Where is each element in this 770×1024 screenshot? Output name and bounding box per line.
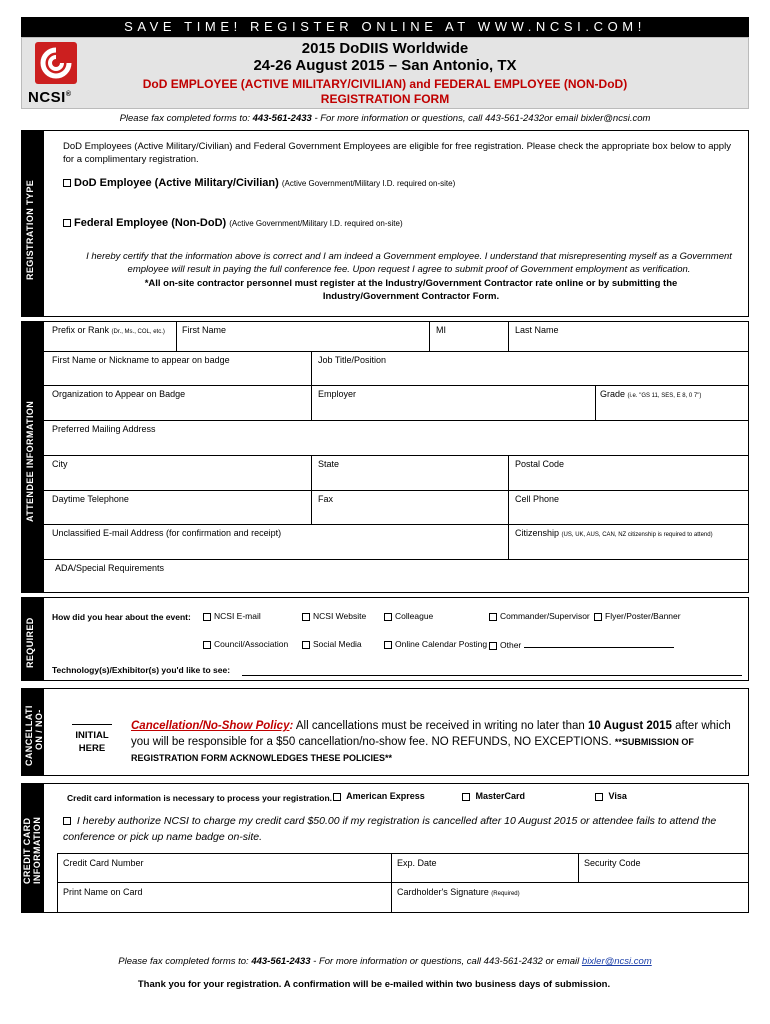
ncsi-website-checkbox[interactable]	[302, 613, 310, 621]
daytime-phone-field[interactable]: Daytime Telephone	[52, 494, 129, 504]
amex-label: American Express	[346, 791, 425, 801]
cancellation-label-1: CANCELLATI	[24, 705, 34, 766]
other-checkbox[interactable]	[489, 642, 497, 650]
opt-amex[interactable]	[333, 791, 425, 801]
other-input[interactable]	[524, 639, 674, 648]
visa-checkbox[interactable]	[595, 793, 603, 801]
job-title-field[interactable]: Job Title/Position	[318, 355, 387, 365]
citizenship-label: Citizenship	[515, 528, 560, 538]
authorize-checkbox[interactable]	[63, 817, 71, 825]
required-label: REQUIRED	[25, 617, 35, 668]
opt-flyer[interactable]	[594, 611, 681, 621]
event-dates: 24-26 August 2015 – San Antonio, TX	[253, 57, 517, 74]
ada-field[interactable]: ADA/Special Requirements	[55, 563, 165, 573]
fax-number: 443-561-2433	[252, 113, 312, 124]
logo-wordmark	[28, 89, 72, 106]
fax-info-top	[0, 113, 770, 124]
attendee-label: ATTENDEE INFORMATION	[25, 400, 35, 522]
postal-code-field[interactable]: Postal Code	[515, 459, 565, 469]
email-field[interactable]: Unclassified E-mail Address (for confirmation and receipt)	[52, 528, 282, 538]
certification-text: I hereby certify that the information above is correct and I am indeed a Government employee. I understand that misrepresenting myself as a Government employee will result in paying the full conference fee. Upon request I agree to submit proof of Government employment as verification.	[86, 251, 732, 275]
social-media-label: Social Media	[313, 639, 362, 649]
citizenship-field[interactable]	[515, 528, 713, 538]
policy-text-b: after which you will be responsible for a $50 cancellation/no-show fee. NO REFUNDS, NO EXCEPTIONS.	[131, 720, 731, 748]
online-calendar-checkbox[interactable]	[384, 641, 392, 649]
opt-online-calendar[interactable]	[384, 639, 487, 649]
fax-field[interactable]: Fax	[318, 494, 334, 504]
print-name-field[interactable]: Print Name on Card	[63, 887, 143, 897]
commander-checkbox[interactable]	[489, 613, 497, 621]
badge-name-field[interactable]: First Name or Nickname to appear on badge	[52, 355, 230, 365]
signature-label: Cardholder's Signature	[397, 887, 489, 897]
city-field[interactable]: City	[52, 459, 68, 469]
prefix-field[interactable]	[52, 325, 165, 335]
org-badge-field[interactable]: Organization to Appear on Badge	[52, 389, 186, 399]
cell-phone-field[interactable]: Cell Phone	[515, 494, 560, 504]
registration-type-label: REGISTRATION TYPE	[25, 179, 35, 280]
amex-checkbox[interactable]	[333, 793, 341, 801]
fax-bottom-number: 443-561-2433	[251, 956, 311, 967]
tech-label: Technology(s)/Exhibitor(s) you'd like to see:	[52, 665, 231, 675]
prefix-label: Prefix or Rank	[52, 325, 110, 335]
opt-commander[interactable]	[489, 611, 590, 621]
tech-input[interactable]	[242, 675, 742, 676]
dod-employee-label: DoD Employee (Active Military/Civilian)	[74, 177, 279, 189]
email-link[interactable]: bixler@ncsi.com	[581, 956, 652, 967]
opt-visa[interactable]	[595, 791, 627, 801]
fax-bottom-mid: - For more information or questions, call 443-561-2432 or email	[310, 956, 582, 967]
how-heard-label: How did you hear about the event:	[52, 612, 191, 622]
employer-field[interactable]: Employer	[318, 389, 357, 399]
authorize-charge[interactable]	[63, 813, 743, 845]
prefix-note: (Dr., Ms., COL, etc.)	[111, 329, 165, 335]
flyer-checkbox[interactable]	[594, 613, 602, 621]
federal-employee-checkbox[interactable]	[63, 219, 71, 227]
mastercard-checkbox[interactable]	[462, 793, 470, 801]
dod-employee-checkbox[interactable]	[63, 179, 71, 187]
here-label: HERE	[78, 743, 106, 754]
initial-line[interactable]	[72, 724, 112, 725]
opt-other[interactable]	[489, 639, 674, 650]
ncsi-email-label: NCSI E-mail	[214, 611, 261, 621]
flyer-label: Flyer/Poster/Banner	[605, 611, 681, 621]
initial-here-label	[70, 729, 114, 755]
commander-label: Commander/Supervisor	[500, 611, 590, 621]
fax-prefix: Please fax completed forms to:	[119, 113, 253, 124]
council-label: Council/Association	[214, 639, 289, 649]
fax-suffix: - For more information or questions, call 443-561-2432or email bixler@ncsi.com	[311, 113, 651, 124]
option-dod-employee[interactable]	[63, 177, 455, 189]
colleague-label: Colleague	[395, 611, 434, 621]
ncsi-website-label: NCSI Website	[313, 611, 367, 621]
event-title: 2015 DoDIIS Worldwide	[301, 40, 469, 57]
signature-field[interactable]	[397, 887, 520, 897]
option-federal-employee[interactable]	[63, 217, 403, 229]
fax-info-bottom	[0, 956, 770, 967]
visa-label: Visa	[608, 791, 627, 801]
state-field[interactable]: State	[318, 459, 340, 469]
federal-employee-label: Federal Employee (Non-DoD)	[74, 217, 227, 229]
form-type-title: REGISTRATION FORM	[320, 92, 450, 106]
dod-employee-note: (Active Government/Military I.D. required on-site)	[281, 179, 456, 188]
form-subtitle: DoD EMPLOYEE (ACTIVE MILITARY/CIVILIAN) and FEDERAL EMPLOYEE (NON-DoD)	[142, 77, 628, 91]
credit-label-1: CREDIT CARD	[22, 817, 32, 884]
authorize-text: I hereby authorize NCSI to charge my credit card $50.00 if my registration is cancelled after 10 August 2015 or attendee fails to attend the conference or pick up name badge on-site.	[63, 815, 717, 843]
logo-registered-mark: ®	[65, 91, 72, 98]
grade-field[interactable]	[600, 389, 701, 399]
colleague-checkbox[interactable]	[384, 613, 392, 621]
signature-note: (Required)	[491, 891, 520, 897]
grade-note: (i.e. "GS 11, SES, E 8, 0 7")	[627, 393, 702, 399]
ncsi-email-checkbox[interactable]	[203, 613, 211, 621]
mailing-address-field[interactable]: Preferred Mailing Address	[52, 424, 156, 434]
registration-intro: DoD Employees (Active Military/Civilian) and Federal Government Employees are eligible for free registration. Please check the appropriate box below to apply for a complimentary registration.	[63, 141, 731, 165]
opt-social-media[interactable]	[302, 639, 362, 649]
federal-employee-note: (Active Government/Military I.D. required on-site)	[229, 219, 403, 228]
fax-bottom-prefix: Please fax completed forms to:	[118, 956, 252, 967]
policy-text-a: All cancellations must be received in writing no later than	[293, 720, 588, 732]
other-label: Other	[500, 640, 522, 650]
security-code-field[interactable]: Security Code	[584, 858, 641, 868]
cancellation-policy	[131, 718, 731, 766]
policy-date: 10 August 2015	[588, 720, 672, 732]
online-calendar-label: Online Calendar Posting	[395, 639, 488, 649]
opt-colleague[interactable]	[384, 611, 433, 621]
social-media-checkbox[interactable]	[302, 641, 310, 649]
opt-mastercard[interactable]	[462, 791, 525, 801]
mastercard-label: MasterCard	[475, 791, 526, 801]
credit-label-2: INFORMATION	[32, 816, 42, 884]
card-number-field[interactable]: Credit Card Number	[63, 858, 144, 868]
council-checkbox[interactable]	[203, 641, 211, 649]
opt-ncsi-website[interactable]	[302, 611, 366, 621]
register-online-banner: SAVE TIME! REGISTER ONLINE AT WWW.NCSI.COM!	[21, 17, 749, 37]
opt-council[interactable]	[203, 639, 288, 649]
cancellation-label-2: ON / NO-	[34, 709, 44, 750]
grade-label: Grade	[600, 389, 626, 399]
contractor-note: *All on-site contractor personnel must register at the Industry/Government Contractor rate online or by submitting the Industry/Government Contractor Form.	[144, 278, 678, 302]
opt-ncsi-email[interactable]	[203, 611, 261, 621]
thank-you-note: Thank you for your registration. A confirmation will be e-mailed within two business days of submission.	[137, 979, 611, 990]
policy-title: Cancellation/No-Show Policy	[131, 720, 290, 732]
initial-label: INITIAL	[75, 730, 109, 741]
mi-field[interactable]: MI	[436, 325, 446, 335]
first-name-field[interactable]: First Name	[182, 325, 227, 335]
policy-colon: :	[289, 720, 294, 732]
logo-text: NCSI	[28, 89, 66, 106]
exp-date-field[interactable]: Exp. Date	[397, 858, 437, 868]
last-name-field[interactable]: Last Name	[515, 325, 559, 335]
policy-text-c: **SUBMISSION OF REGISTRATION FORM ACKNOWLEDGES THESE POLICIES**	[131, 737, 694, 763]
citizenship-note: (US, UK, AUS, CAN, NZ citizenship is required to attend)	[561, 532, 713, 538]
credit-necessary: Credit card information is necessary to process your registration.	[67, 793, 332, 803]
